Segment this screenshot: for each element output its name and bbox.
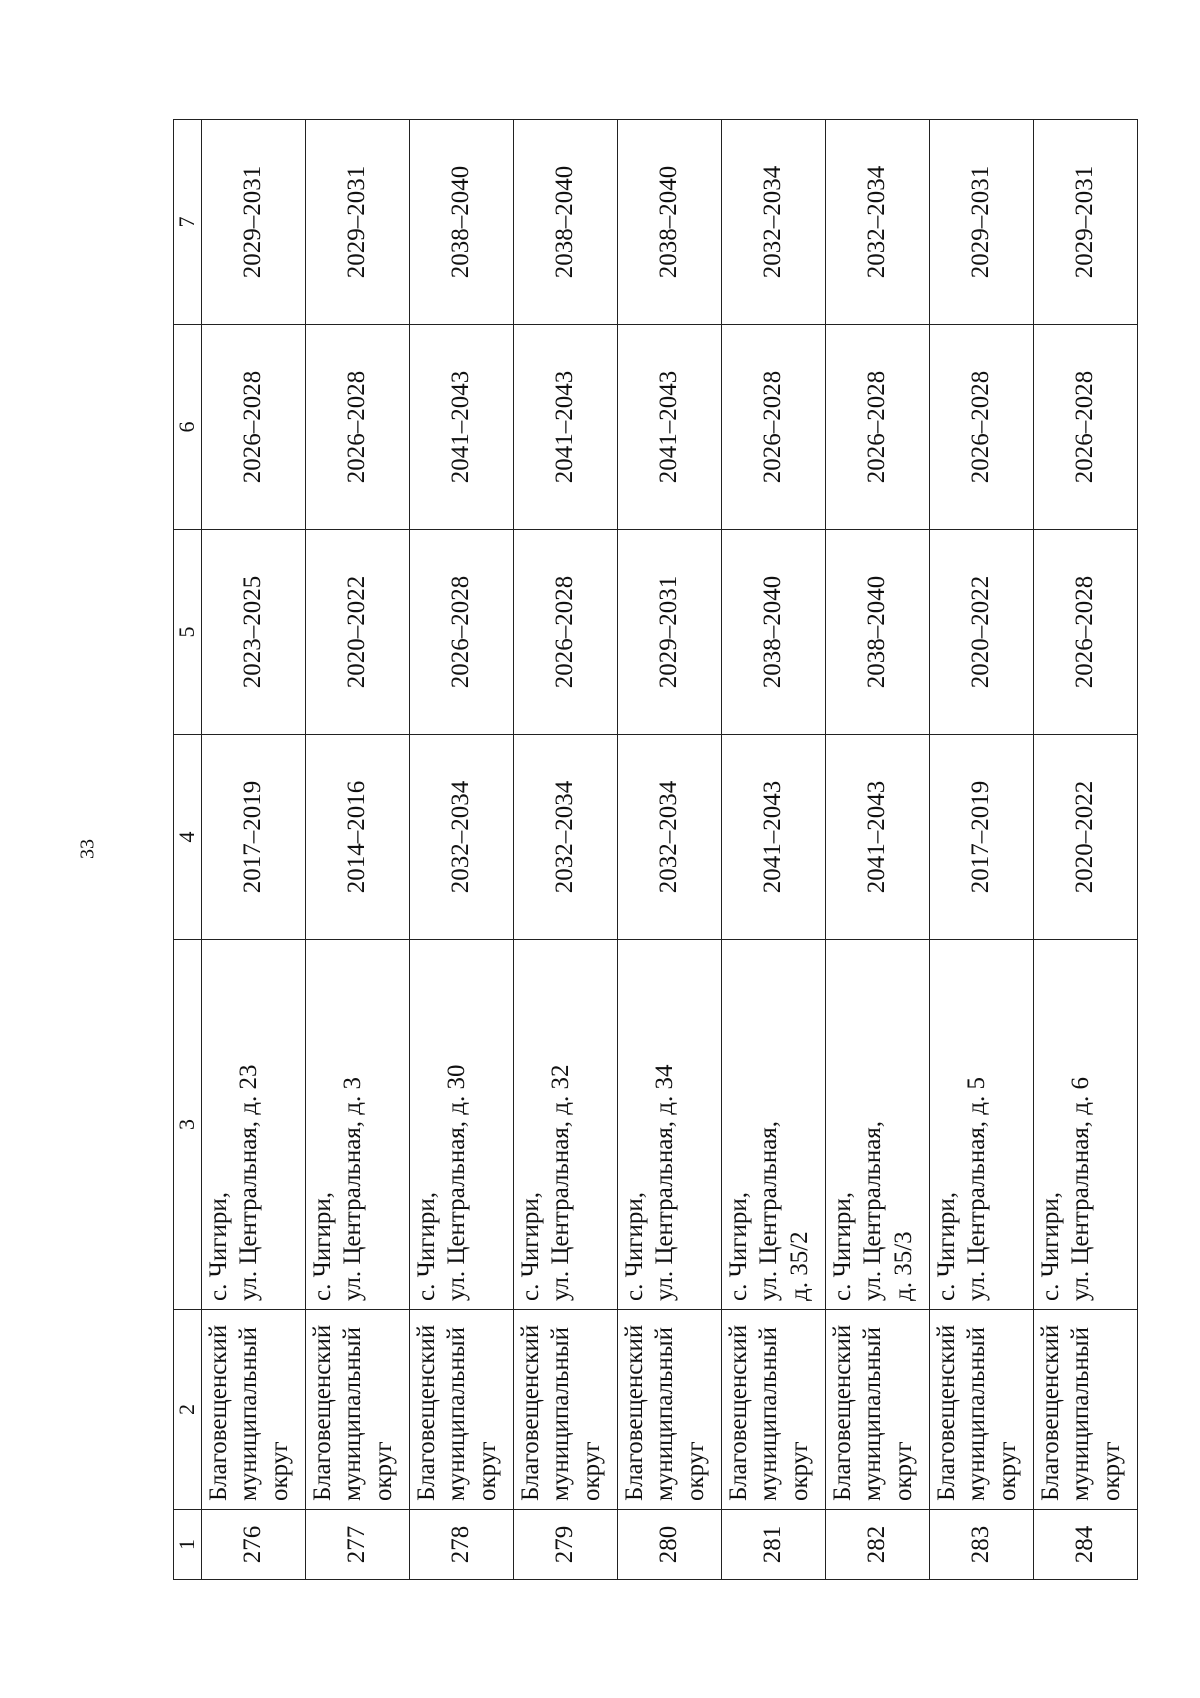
- period-cell-6: 2041–2043: [617, 325, 721, 530]
- district-cell: [825, 1310, 929, 1510]
- district-line: Благовещенский: [932, 1324, 960, 1501]
- district-cell: [201, 1310, 305, 1510]
- district-line: муниципальный: [1067, 1327, 1095, 1501]
- period-cell-5: 2026–2028: [409, 530, 513, 735]
- period-cell-7: 2029–2031: [305, 120, 409, 325]
- address-line: ул. Центральная, д. 30: [443, 1064, 471, 1301]
- address-cell: [305, 940, 409, 1310]
- row-number-cell: 283: [929, 1510, 1033, 1580]
- district-line: Благовещенский: [516, 1324, 544, 1501]
- district-line: округ: [681, 1441, 709, 1501]
- period-cell-6: 2041–2043: [513, 325, 617, 530]
- district-line: муниципальный: [443, 1327, 471, 1501]
- address-line: ул. Центральная,: [755, 1120, 783, 1301]
- district-line: муниципальный: [235, 1327, 263, 1501]
- district-cell: [721, 1310, 825, 1510]
- period-cell-4: 2032–2034: [409, 735, 513, 940]
- address-cell: [617, 940, 721, 1310]
- period-cell-5: 2020–2022: [305, 530, 409, 735]
- address-cell: [409, 940, 513, 1310]
- row-number-cell: 279: [513, 1510, 617, 1580]
- table-row: [1033, 120, 1137, 1580]
- address-line: с. Чигири,: [1036, 1192, 1064, 1301]
- address-line: с. Чигири,: [412, 1192, 440, 1301]
- row-number-cell: 282: [825, 1510, 929, 1580]
- district-line: Благовещенский: [620, 1324, 648, 1501]
- address-cell: [929, 940, 1033, 1310]
- table-row: [929, 120, 1033, 1580]
- period-cell-5: 2020–2022: [929, 530, 1033, 735]
- address-line: ул. Центральная, д. 5: [963, 1076, 991, 1301]
- address-line: с. Чигири,: [724, 1192, 752, 1301]
- header-cell: 5: [174, 530, 202, 735]
- district-line: Благовещенский: [412, 1324, 440, 1501]
- address-line: с. Чигири,: [620, 1192, 648, 1301]
- address-line: ул. Центральная, д. 6: [1067, 1076, 1095, 1301]
- period-cell-6: 2026–2028: [201, 325, 305, 530]
- period-cell-5: 2026–2028: [513, 530, 617, 735]
- address-line: с. Чигири,: [932, 1192, 960, 1301]
- period-cell-6: 2026–2028: [1033, 325, 1137, 530]
- period-cell-7: 2038–2040: [617, 120, 721, 325]
- row-number-cell: 281: [721, 1510, 825, 1580]
- header-cell: 6: [174, 325, 202, 530]
- period-cell-7: 2029–2031: [201, 120, 305, 325]
- period-cell-6: 2041–2043: [409, 325, 513, 530]
- table-row: [617, 120, 721, 1580]
- district-line: Благовещенский: [308, 1324, 336, 1501]
- table-row: [409, 120, 513, 1580]
- address-line: с. Чигири,: [308, 1192, 336, 1301]
- header-cell: 7: [174, 120, 202, 325]
- header-cell: 2: [174, 1310, 202, 1510]
- header-cell: 1: [174, 1510, 202, 1580]
- period-cell-4: 2041–2043: [721, 735, 825, 940]
- table-row: [513, 120, 617, 1580]
- district-line: Благовещенский: [724, 1324, 752, 1501]
- period-cell-7: 2038–2040: [409, 120, 513, 325]
- district-line: округ: [473, 1441, 501, 1501]
- period-cell-6: 2026–2028: [929, 325, 1033, 530]
- table-row: [201, 120, 305, 1580]
- period-cell-7: 2029–2031: [929, 120, 1033, 325]
- address-cell: [825, 940, 929, 1310]
- row-number-cell: 280: [617, 1510, 721, 1580]
- period-cell-7: 2029–2031: [1033, 120, 1137, 325]
- district-cell: [617, 1310, 721, 1510]
- address-line: с. Чигири,: [516, 1192, 544, 1301]
- district-line: округ: [369, 1441, 397, 1501]
- period-cell-5: 2023–2025: [201, 530, 305, 735]
- data-table: [173, 119, 1138, 1580]
- period-cell-4: 2017–2019: [201, 735, 305, 940]
- period-cell-5: 2029–2031: [617, 530, 721, 735]
- table-header-row: [174, 120, 202, 1580]
- address-line: ул. Центральная, д. 34: [651, 1064, 679, 1301]
- table-row: [305, 120, 409, 1580]
- period-cell-4: 2020–2022: [1033, 735, 1137, 940]
- district-line: муниципальный: [963, 1327, 991, 1501]
- table-row: [825, 120, 929, 1580]
- period-cell-4: 2032–2034: [513, 735, 617, 940]
- period-cell-4: 2041–2043: [825, 735, 929, 940]
- period-cell-7: 2032–2034: [721, 120, 825, 325]
- address-line: ул. Центральная,: [859, 1120, 887, 1301]
- district-cell: [305, 1310, 409, 1510]
- address-line: д. 35/2: [785, 1231, 813, 1301]
- district-cell: [1033, 1310, 1137, 1510]
- address-line: д. 35/3: [889, 1231, 917, 1301]
- header-cell: 3: [174, 940, 202, 1310]
- period-cell-6: 2026–2028: [825, 325, 929, 530]
- address-line: с. Чигири,: [828, 1192, 856, 1301]
- table-container: [173, 120, 1133, 1580]
- header-cell: 4: [174, 735, 202, 940]
- table-row: [721, 120, 825, 1580]
- period-cell-4: 2017–2019: [929, 735, 1033, 940]
- address-cell: [1033, 940, 1137, 1310]
- district-line: Благовещенский: [828, 1324, 856, 1501]
- district-line: округ: [265, 1441, 293, 1501]
- district-line: округ: [785, 1441, 813, 1501]
- row-number-cell: 277: [305, 1510, 409, 1580]
- district-line: муниципальный: [339, 1327, 367, 1501]
- period-cell-5: 2038–2040: [721, 530, 825, 735]
- district-line: муниципальный: [859, 1327, 887, 1501]
- district-line: муниципальный: [547, 1327, 575, 1501]
- district-line: округ: [577, 1441, 605, 1501]
- row-number-cell: 284: [1033, 1510, 1137, 1580]
- district-line: округ: [889, 1441, 917, 1501]
- period-cell-5: 2026–2028: [1033, 530, 1137, 735]
- period-cell-4: 2032–2034: [617, 735, 721, 940]
- district-line: муниципальный: [651, 1327, 679, 1501]
- address-cell: [513, 940, 617, 1310]
- address-line: ул. Центральная, д. 32: [547, 1064, 575, 1301]
- address-line: с. Чигири,: [204, 1192, 232, 1301]
- district-line: округ: [1097, 1441, 1125, 1501]
- period-cell-7: 2038–2040: [513, 120, 617, 325]
- row-number-cell: 276: [201, 1510, 305, 1580]
- address-line: ул. Центральная, д. 23: [235, 1064, 263, 1301]
- district-line: округ: [993, 1441, 1021, 1501]
- address-line: ул. Центральная, д. 3: [339, 1076, 367, 1301]
- period-cell-7: 2032–2034: [825, 120, 929, 325]
- district-line: Благовещенский: [1036, 1324, 1064, 1501]
- district-cell: [929, 1310, 1033, 1510]
- district-cell: [409, 1310, 513, 1510]
- address-cell: [721, 940, 825, 1310]
- district-cell: [513, 1310, 617, 1510]
- row-number-cell: 278: [409, 1510, 513, 1580]
- period-cell-6: 2026–2028: [721, 325, 825, 530]
- district-line: муниципальный: [755, 1327, 783, 1501]
- district-line: Благовещенский: [204, 1324, 232, 1501]
- period-cell-6: 2026–2028: [305, 325, 409, 530]
- period-cell-4: 2014–2016: [305, 735, 409, 940]
- period-cell-5: 2038–2040: [825, 530, 929, 735]
- page-number: 33: [76, 839, 99, 859]
- address-cell: [201, 940, 305, 1310]
